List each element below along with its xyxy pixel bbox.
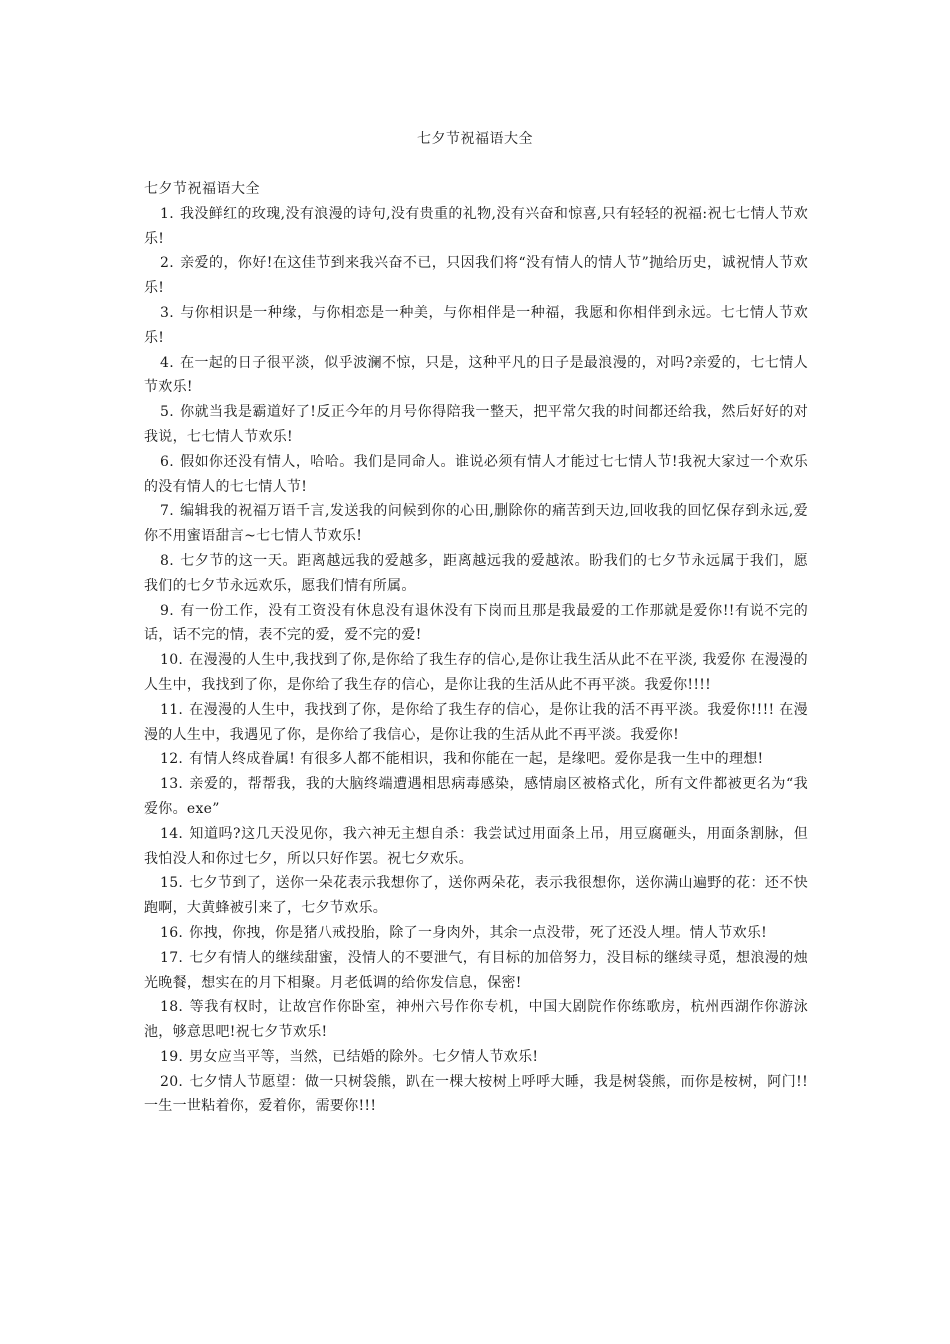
document-subtitle: 七夕节祝福语大全 — [144, 181, 260, 197]
document-title: 七夕节祝福语大全 — [417, 131, 533, 147]
document-body — [144, 177, 808, 1119]
paragraph-number: 8. — [160, 552, 174, 569]
paragraph-text: 有一份工作，没有工资没有休息没有退休没有下岗而且那是我最爱的工作那就是爱你!!有说不完的话，话不完的情，表不完的爱，爱不完的爱! — [144, 602, 808, 644]
paragraph-15 — [144, 871, 808, 921]
paragraph-17 — [144, 946, 808, 996]
paragraph-number: 15. — [160, 875, 184, 892]
paragraph-number: 16. — [160, 924, 184, 941]
paragraph-text: 你就当我是霸道好了!反正今年的月号你得陪我一整天，把平常欠我的时间都还给我，然后好好的对我说，七七情人节欢乐! — [144, 404, 808, 445]
paragraph-14 — [144, 822, 808, 872]
paragraph-1 — [144, 202, 808, 252]
paragraph-2 — [144, 251, 808, 301]
paragraph-7 — [144, 499, 808, 549]
paragraph-number: 13. — [160, 776, 184, 793]
paragraph-8 — [144, 549, 808, 599]
paragraph-6 — [144, 450, 808, 500]
paragraph-number: 6. — [160, 453, 174, 470]
paragraph-13 — [144, 772, 808, 822]
paragraph-number: 19. — [160, 1048, 184, 1065]
paragraph-number: 12. — [160, 751, 184, 768]
paragraph-text: 亲爱的，你好!在这佳节到来我兴奋不已，只因我们将“没有情人的情人节”抛给历史，诚祝情人节欢乐! — [144, 255, 808, 297]
paragraph-text: 七夕有情人的继续甜蜜，没情人的不要泄气，有目标的加倍努力，没目标的继续寻觅，想浪漫的烛光晚餐，想实在的月下相聚。月老低调的给你发信息，保密! — [144, 949, 808, 991]
paragraph-text: 你拽，你拽，你是猪八戒投胎，除了一身肉外，其余一点没带，死了还没人埋。情人节欢乐! — [189, 924, 768, 941]
paragraph-text: 假如你还没有情人，哈哈。我们是同命人。谁说必须有情人才能过七七情人节!我祝大家过一个欢乐的没有情人的七七情人节! — [144, 453, 808, 495]
paragraph-text: 在漫漫的人生中，我找到了你，是你给了我生存的信心，是你让我的活不再平淡。我爱你!!!! 在漫漫的人生中，我遇见了你，是你给了我信心，是你让我的生活从此不再平淡。我爱你! — [144, 701, 808, 743]
paragraph-12 — [144, 747, 808, 772]
paragraph-9 — [144, 599, 808, 649]
paragraph-number: 4. — [160, 354, 174, 371]
paragraph-number: 20. — [160, 1073, 184, 1090]
paragraph-3 — [144, 301, 808, 351]
paragraph-text: 等我有权时，让故宫作你卧室，神州六号作你专机，中国大剧院作你练歌房，杭州西湖作你游泳池，够意思吧!祝七夕节欢乐! — [144, 999, 808, 1041]
paragraph-20 — [144, 1070, 808, 1120]
paragraph-text: 男女应当平等，当然，已结婚的除外。七夕情人节欢乐! — [189, 1048, 539, 1065]
paragraph-number: 17. — [160, 949, 184, 966]
paragraph-number: 2. — [160, 255, 174, 272]
paragraph-text: 与你相识是一种缘，与你相恋是一种美，与你相伴是一种福，我愿和你相伴到永远。七七情人节欢乐! — [144, 304, 808, 346]
paragraph-text: 编辑我的祝福万语千言,发送我的问候到你的心田,删除你的痛苦到天边,回收我的回忆保存到永远,爱你不用蜜语甜言~七七情人节欢乐! — [144, 503, 808, 545]
paragraph-text: 七夕节的这一天。距离越远我的爱越多，距离越远我的爱越浓。盼我们的七夕节永远属于我们，愿我们的七夕节永远欢乐，愿我们情有所属。 — [144, 552, 808, 594]
paragraph-5 — [144, 400, 808, 450]
paragraph-text: 在漫漫的人生中,我找到了你,是你给了我生存的信心,是你让我生活从此不在平淡, 我爱你 在漫漫的人生中，我找到了你，是你给了我生存的信心，是你让我的生活从此不再平淡。我爱你!!!! — [144, 652, 808, 693]
paragraph-18 — [144, 995, 808, 1045]
paragraph-text: 七夕情人节愿望：做一只树袋熊，趴在一棵大桉树上呼呼大睡，我是树袋熊，而你是桉树，阿门!!一生一世粘着你，爱着你，需要你!!! — [144, 1073, 808, 1115]
paragraph-text: 亲爱的，帮帮我，我的大脑终端遭遇相思病毒感染，感情扇区被格式化，所有文件都被更名为“我爱你。exe” — [144, 776, 808, 817]
paragraph-10 — [144, 648, 808, 698]
paragraph-number: 1. — [160, 205, 174, 222]
paragraph-text: 知道吗?这几天没见你，我六神无主想自杀：我尝试过用面条上吊，用豆腐砸头，用面条割脉，但我怕没人和你过七夕，所以只好作罢。祝七夕欢乐。 — [144, 825, 808, 867]
paragraph-4 — [144, 351, 808, 401]
paragraph-number: 9. — [160, 602, 174, 619]
paragraph-number: 11. — [160, 701, 184, 718]
paragraph-text: 有情人终成眷属! 有很多人都不能相识，我和你能在一起，是缘吧。爱你是我一生中的理想! — [189, 751, 764, 768]
paragraph-16 — [144, 921, 808, 946]
paragraph-text: 在一起的日子很平淡，似乎波澜不惊，只是，这种平凡的日子是最浪漫的，对吗?亲爱的，七七情人节欢乐! — [144, 354, 808, 396]
paragraph-number: 5. — [160, 404, 174, 421]
paragraph-11 — [144, 698, 808, 748]
paragraph-text: 我没鲜红的玫瑰,没有浪漫的诗句,没有贵重的礼物,没有兴奋和惊喜,只有轻轻的祝福:祝七七情人节欢乐! — [144, 205, 808, 247]
paragraph-19 — [144, 1045, 808, 1070]
paragraph-text: 七夕节到了，送你一朵花表示我想你了，送你两朵花，表示我很想你，送你满山遍野的花：还不快跑啊，大黄蜂被引来了，七夕节欢乐。 — [144, 875, 808, 917]
paragraph-number: 7. — [160, 503, 174, 520]
paragraph-number: 10. — [160, 652, 184, 669]
paragraph-number: 18. — [160, 999, 184, 1016]
paragraph-number: 14. — [160, 825, 184, 842]
paragraph-number: 3. — [160, 304, 174, 321]
